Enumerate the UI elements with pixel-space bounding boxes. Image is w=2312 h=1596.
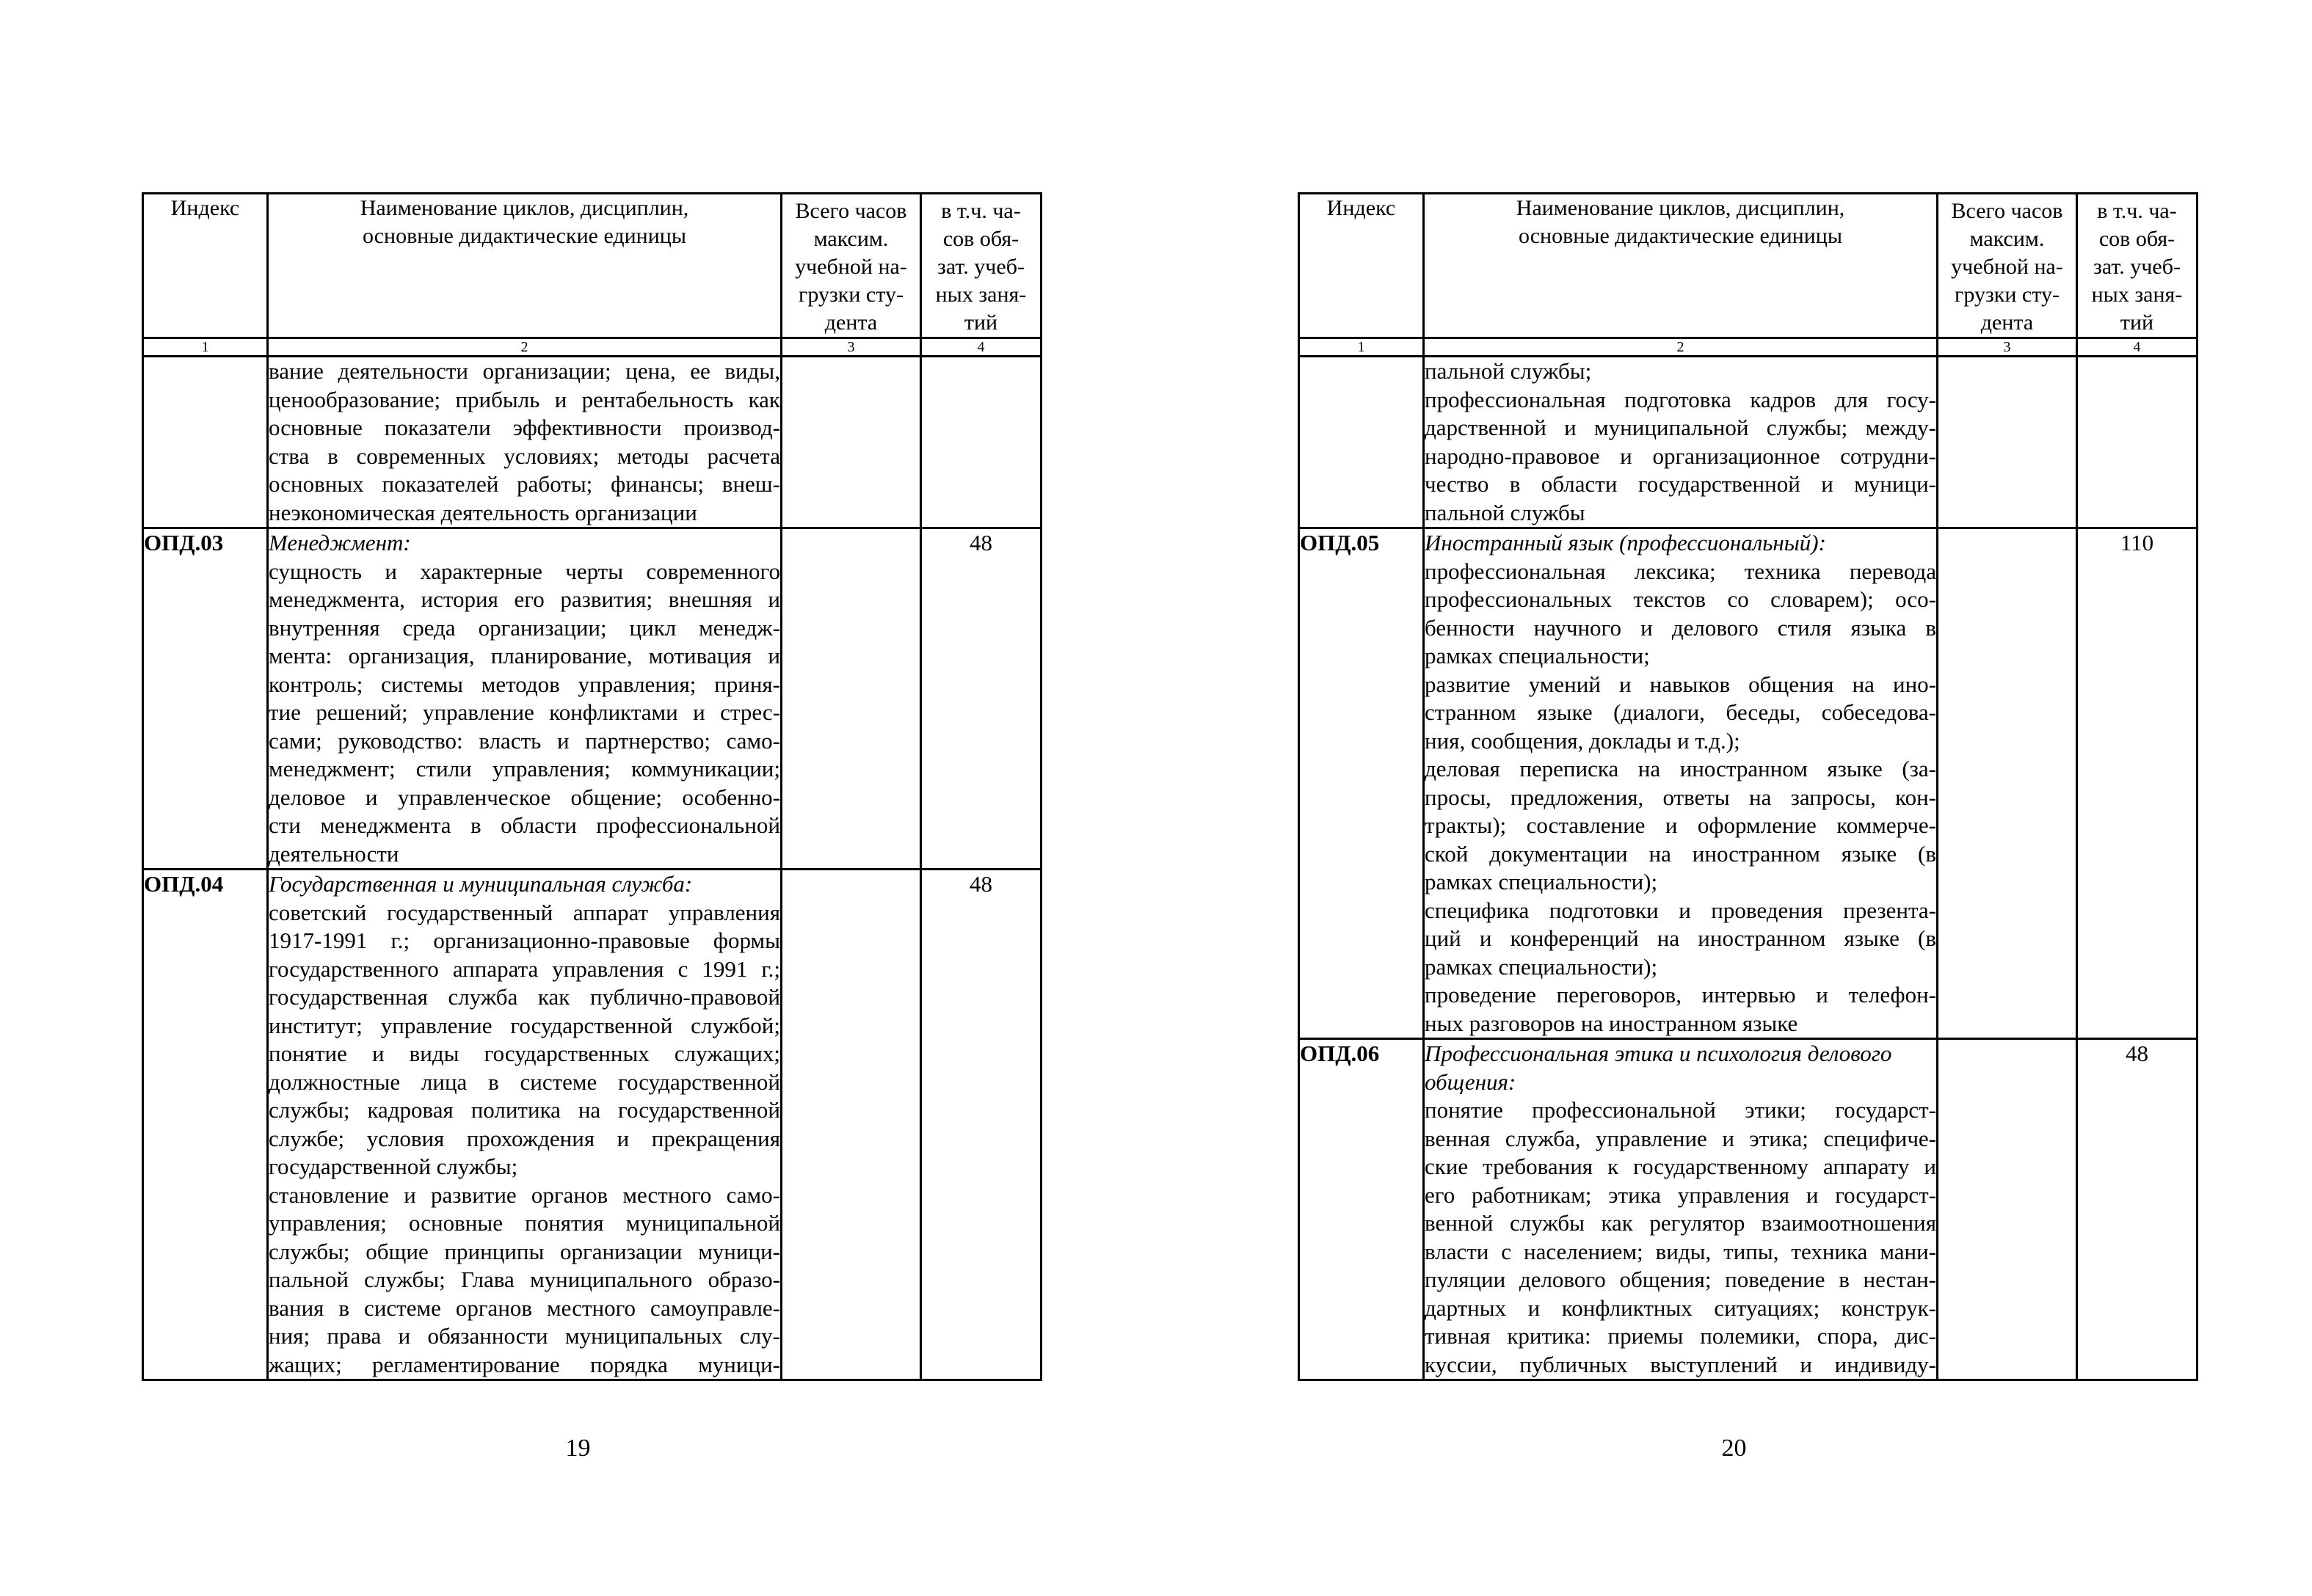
row-content: Государственная и муниципальная служба: советский государственный аппарат управления 1917-1991 г.; организационно-правовые формы государственного аппарата управления с 1991 г.; государственная служба как публично-правовой институт; управление государственной службой; понятие и виды государственных служащих; должностные лица в системе государственной службы; кадровая политика на государственной службе; условия прохождения и прекращения государственной службы; становление и развитие органов местного само- управления; основные понятия муниципальной службы; общие принципы организации муници- пальной службы; Глава муниципального образо- вания в системе органов местного самоуправле- ния; права и обязанности муниципальных слу- жащих; регламентирование порядка муници- xyxy=(268,870,782,1380)
row-content: Менеджмент: сущность и характерные черты современного менеджмента, история его развития; внешняя и внутренняя среда организации; цикл менедж- мента: организация, планирование, мотивация и контроль; системы методов управления; приня- тие решений; управление конфликтами и стрес- сами; руководство: власть и партнерство; само- менеджмент; стили управления; коммуникации; деловое и управленческое общение; особенно- сти менеджмента в области профессиональной деятельности xyxy=(268,528,782,870)
header-class-hours: в т.ч. ча- сов обя- зат. учеб- ных заня- тий xyxy=(2077,194,2198,338)
column-number-row: 1 2 3 4 xyxy=(143,338,1042,357)
discipline-title: общения: xyxy=(1425,1068,1516,1095)
row-index: ОПД.03 xyxy=(143,528,268,870)
header-class-hours: в т.ч. ча- сов обя- зат. учеб- ных заня- тий xyxy=(921,194,1042,338)
row-class-hours xyxy=(921,357,1042,528)
table-row xyxy=(143,528,1042,870)
row-index xyxy=(1299,357,1424,528)
row-class-hours: 48 xyxy=(921,870,1042,1380)
header-index: Индекс xyxy=(1299,194,1424,338)
table-row xyxy=(1299,357,2198,528)
row-class-hours: 110 xyxy=(2077,528,2198,1039)
column-number-row: 1 2 3 4 xyxy=(1299,338,2198,357)
row-total-hours xyxy=(1938,1039,2077,1380)
row-index xyxy=(143,357,268,528)
header-index: Индекс xyxy=(143,194,268,338)
table-row xyxy=(1299,1039,2198,1380)
table-header-row xyxy=(1299,194,2198,338)
discipline-title: Профессиональная этика и психология делового xyxy=(1425,1041,1892,1066)
row-total-hours xyxy=(782,528,921,870)
page-number: 20 xyxy=(1721,1435,1747,1462)
header-total-hours: Всего часов максим. учебной на- грузки сту- дента xyxy=(782,194,921,338)
row-index: ОПД.05 xyxy=(1299,528,1424,1039)
discipline-title: Иностранный язык (профессиональный): xyxy=(1425,530,1826,555)
row-total-hours xyxy=(782,357,921,528)
row-index: ОПД.06 xyxy=(1299,1039,1424,1380)
row-index: ОПД.04 xyxy=(143,870,268,1380)
right-page xyxy=(1156,0,2312,1596)
row-total-hours xyxy=(1938,528,2077,1039)
header-total-hours: Всего часов максим. учебной на- грузки сту- дента xyxy=(1938,194,2077,338)
header-name: Наименование циклов, дисциплин, основные дидактические единицы xyxy=(268,194,782,338)
discipline-title: Менеджмент: xyxy=(269,530,411,555)
curriculum-table xyxy=(1298,192,2198,1381)
header-name: Наименование циклов, дисциплин, основные дидактические единицы xyxy=(1424,194,1938,338)
row-total-hours xyxy=(1938,357,2077,528)
table-row xyxy=(143,870,1042,1380)
curriculum-table xyxy=(142,192,1042,1381)
row-class-hours xyxy=(2077,357,2198,528)
table-row xyxy=(1299,528,2198,1039)
row-content: Профессиональная этика и психология делового общения: понятие профессиональной этики; государст- венная служба, управление и этика; специфиче- ские требования к государственному аппарату и его работникам; этика управления и государст- венной службы как регулятор взаимоотношения власти с населением; виды, типы, техника мани- пуляции делового общения; поведение в нестан- дартных и конфликтных ситуациях; конструк- тивная критика: приемы полемики, спора, дис- куссии, публичных выступлений и индивиду- xyxy=(1424,1039,1938,1380)
table-row xyxy=(143,357,1042,528)
row-content: вание деятельности организации; цена, ее виды, ценообразование; прибыль и рентабельность как основные показатели эффективности производ- ства в современных условиях; методы расчета основных показателей работы; финансы; внеш- неэкономическая деятельность организации xyxy=(268,357,782,528)
row-class-hours: 48 xyxy=(921,528,1042,870)
discipline-title: Государственная и муниципальная служба: xyxy=(269,871,693,897)
page-number: 19 xyxy=(565,1435,591,1462)
row-class-hours: 48 xyxy=(2077,1039,2198,1380)
row-total-hours xyxy=(782,870,921,1380)
row-content: Иностранный язык (профессиональный): профессиональная лексика; техника перевода профессиональных текстов со словарем); осо- бенности научного и делового стиля языка в рамках специальности; развитие умений и навыков общения на ино- странном языке (диалоги, беседы, собеседова- ния, сообщения, доклады и т.д.); деловая переписка на иностранном языке (за- просы, предложения, ответы на запросы, кон- тракты); составление и оформление коммерче- ской документации на иностранном языке (в рамках специальности); специфика подготовки и проведения презента- ций и конференций на иностранном языке (в рамках специальности); проведение переговоров, интервью и телефон- ных разговоров на иностранном языке xyxy=(1424,528,1938,1039)
table-header-row xyxy=(143,194,1042,338)
row-content: пальной службы; профессиональная подготовка кадров для госу- дарственной и муниципальной службы; между- народно-правовое и организационное сотрудни- чество в области государственной и муници- пальной службы xyxy=(1424,357,1938,528)
